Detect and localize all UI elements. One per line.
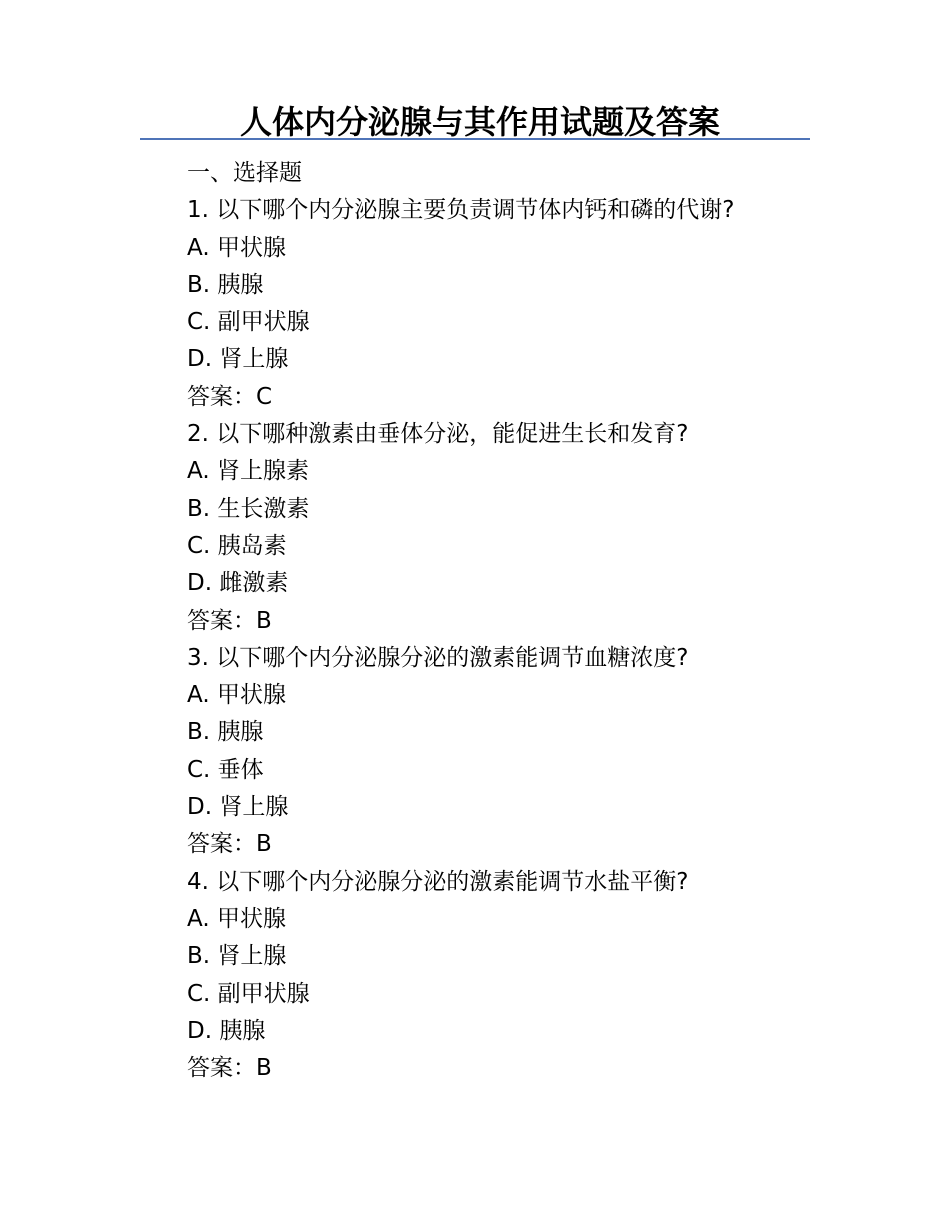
option-c: C. 副甲状腺 (187, 309, 310, 336)
question-stem: 4. 以下哪个内分泌腺分泌的激素能调节水盐平衡? (187, 868, 689, 895)
section-heading: 一、选择题 (187, 160, 302, 186)
title-block (140, 96, 810, 141)
question-3 (187, 640, 827, 864)
question-4 (187, 864, 827, 1088)
option-d: D. 胰腺 (187, 1017, 266, 1044)
answer-line: 答案：B (187, 607, 272, 634)
answer-line: 答案：C (187, 383, 273, 410)
option-d: D. 肾上腺 (187, 346, 289, 373)
option-a: A. 甲状腺 (187, 905, 286, 932)
option-c: C. 胰岛素 (187, 532, 287, 559)
document-body (187, 155, 827, 1087)
option-b: B. 生长激素 (187, 495, 310, 522)
option-a: A. 肾上腺素 (187, 458, 309, 485)
answer-line: 答案：B (187, 1055, 272, 1082)
option-d: D. 肾上腺 (187, 794, 289, 821)
option-d: D. 雌激素 (187, 570, 289, 597)
option-b: B. 肾上腺 (187, 943, 287, 970)
question-stem: 2. 以下哪种激素由垂体分泌，能促进生长和发育? (187, 421, 689, 448)
question-1 (187, 192, 827, 416)
question-2 (187, 416, 827, 640)
option-b: B. 胰腺 (187, 271, 264, 298)
title-underline (140, 138, 810, 140)
option-c: C. 垂体 (187, 756, 264, 783)
question-stem: 3. 以下哪个内分泌腺分泌的激素能调节血糖浓度? (187, 644, 689, 671)
option-a: A. 甲状腺 (187, 234, 286, 261)
option-a: A. 甲状腺 (187, 682, 286, 709)
answer-line: 答案：B (187, 831, 272, 858)
question-stem: 1. 以下哪个内分泌腺主要负责调节体内钙和磷的代谢? (187, 197, 735, 224)
page-title: 人体内分泌腺与其作用试题及答案 (240, 103, 721, 141)
option-c: C. 副甲状腺 (187, 980, 310, 1007)
option-b: B. 胰腺 (187, 719, 264, 746)
